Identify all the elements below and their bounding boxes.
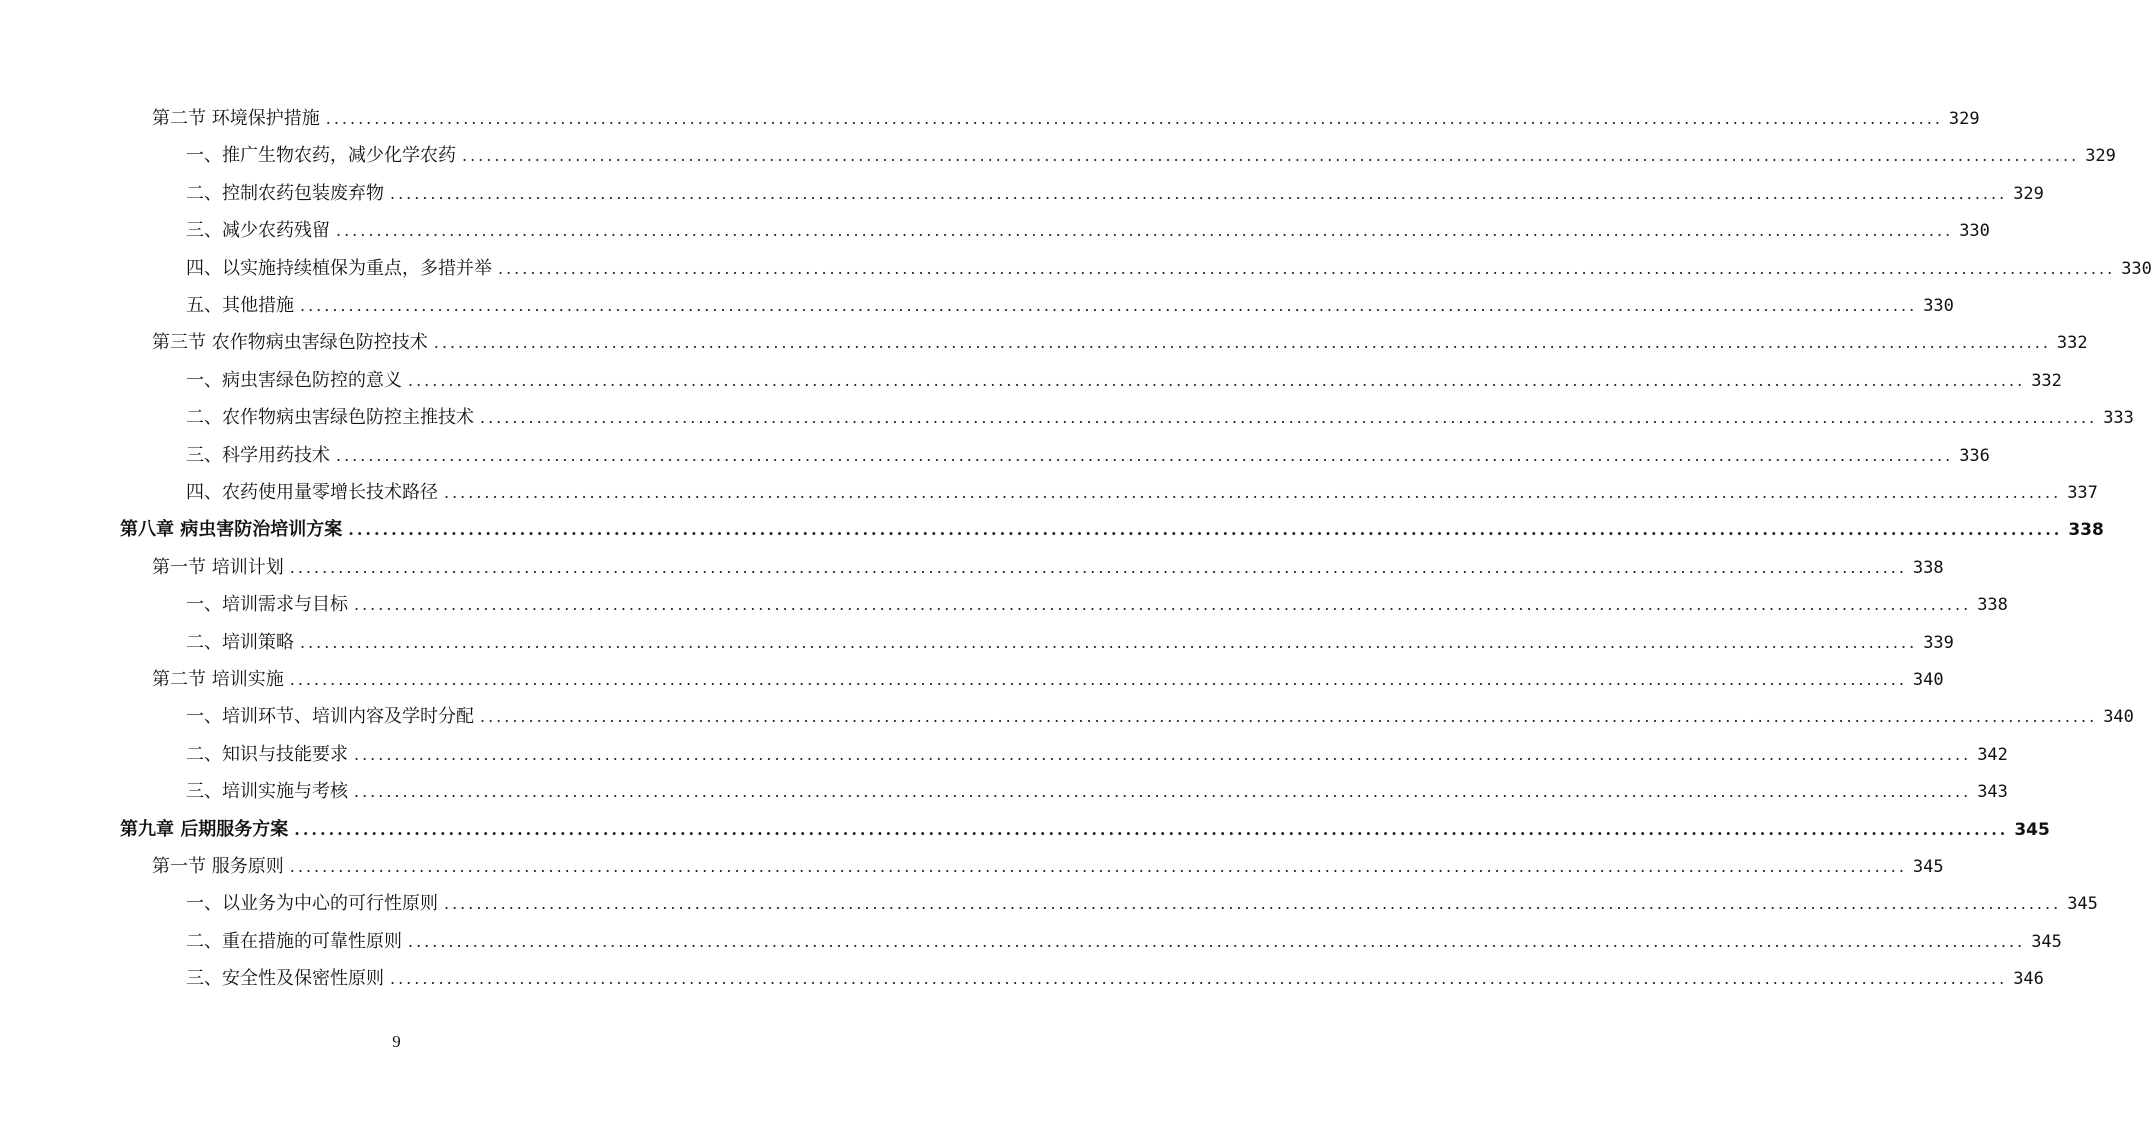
toc-entry-page-number: 345 [2014,819,2050,840]
toc-entry-page-number: 330 [2121,258,2152,279]
toc-section-entry[interactable] [152,324,2088,354]
dot-leader: ........................................................................................................................................................................................................ [289,557,1907,577]
toc-entry-page-number: 333 [2103,408,2134,429]
toc-entry-title: 二、知识与技能要求 [186,743,348,765]
toc-section-entry[interactable] [152,661,1944,691]
toc-item-entry[interactable] [186,885,2098,915]
dot-leader: ........................................................................................................................................................................................................ [336,445,1954,465]
toc-entry-title: 一、以业务为中心的可行性原则 [186,893,438,915]
toc-entry-title: 一、推广生物农药，减少化学农药 [186,145,456,167]
toc-entry-page-number: 340 [1912,670,1944,690]
toc-item-entry[interactable] [186,698,2134,728]
toc-entry-title: 第三节 农作物病虫害绿色防控技术 [152,332,428,354]
toc-entry-page-number: 342 [1977,744,2008,765]
toc-entry-page-number: 336 [1959,445,1990,466]
dot-leader: ........................................................................................................................................................................................................ [354,782,1972,802]
toc-chapter-entry[interactable] [120,811,2050,841]
dot-leader: ........................................................................................................................................................................................................ [348,520,2063,540]
toc-entry-page-number: 330 [1959,221,1990,242]
toc-item-entry[interactable] [186,586,2008,616]
dot-leader: ........................................................................................................................................................................................................ [336,221,1954,241]
toc-entry-title: 第二节 环境保护措施 [152,108,320,129]
dot-leader: ........................................................................................................................................................................................................ [444,894,2062,914]
dot-leader: ........................................................................................................................................................................................................ [498,258,2116,278]
toc-item-entry[interactable] [186,137,2116,167]
toc-section-entry[interactable] [152,100,1980,130]
toc-entry-page-number: 338 [1977,595,2008,616]
page-number: 9 [392,1032,401,1051]
toc-entry-title: 一、病虫害绿色防控的意义 [186,369,402,391]
toc-entry-title: 第一节 培训计划 [152,556,284,578]
toc-item-entry[interactable] [186,624,1954,654]
toc-entry-title: 五、其他措施 [186,295,294,316]
toc-entry-title: 一、培训需求与目标 [186,594,348,616]
toc-entry-page-number: 339 [1923,632,1954,653]
toc-entry-title: 二、农作物病虫害绿色防控主推技术 [186,407,474,429]
dot-leader: ........................................................................................................................................................................................................ [390,969,2008,989]
dot-leader: ........................................................................................................................................................................................................ [390,183,2008,203]
toc-entry-page-number: 329 [1948,109,1980,129]
toc-entry-title: 三、培训实施与考核 [186,781,348,803]
toc-entry-page-number: 343 [1977,782,2008,803]
toc-entry-page-number: 329 [2013,183,2044,204]
toc-item-entry[interactable] [186,362,2062,392]
toc-entry-title: 二、控制农药包装废弃物 [186,182,384,204]
toc-item-entry[interactable] [186,773,2008,803]
toc-entry-page-number: 338 [2068,520,2104,541]
toc-entry-title: 三、减少农药残留 [186,220,330,242]
toc-entry-title: 二、重在措施的可靠性原则 [186,930,402,952]
toc-chapter-entry[interactable] [120,511,2104,541]
dot-leader: ........................................................................................................................................................................................................ [408,931,2026,951]
dot-leader: ........................................................................................................................................................................................................ [433,333,2051,353]
toc-entry-page-number: 345 [2067,894,2098,915]
toc-entry-title: 第一节 服务原则 [152,856,284,877]
dot-leader: ........................................................................................................................................................................................................ [480,707,2098,727]
dot-leader: ........................................................................................................................................................................................................ [289,670,1907,689]
dot-leader: ........................................................................................................................................................................................................ [444,483,2062,502]
dot-leader: ........................................................................................................................................................................................................ [300,296,1918,315]
toc-item-entry[interactable] [186,923,2062,953]
dot-leader: ........................................................................................................................................................................................................ [462,146,2080,166]
toc-entry-title: 四、以实施持续植保为重点，多措并举 [186,257,492,279]
toc-entry-page-number: 345 [2031,931,2062,952]
toc-entry-page-number: 340 [2103,707,2134,728]
dot-leader: ........................................................................................................................................................................................................ [408,370,2026,390]
toc-item-entry[interactable] [186,736,2008,766]
toc-entry-title: 三、科学用药技术 [186,444,330,466]
toc-item-entry[interactable] [186,212,1990,242]
toc-entry-title: 二、培训策略 [186,631,294,653]
toc-item-entry[interactable] [186,474,2098,504]
dot-leader: ........................................................................................................................................................................................................ [300,632,1918,652]
toc-entry-page-number: 338 [1912,557,1944,578]
toc-entry-title: 第二节 培训实施 [152,669,284,690]
toc-entry-page-number: 332 [2031,370,2062,391]
toc-section-entry[interactable] [152,549,1944,579]
toc-entry-title: 第八章 病虫害防治培训方案 [120,519,343,541]
toc-entry-page-number: 337 [2067,483,2098,503]
toc-item-entry[interactable] [186,175,2044,205]
dot-leader: ........................................................................................................................................................................................................ [294,819,2009,839]
toc-entry-title: 第九章 后期服务方案 [120,818,289,840]
dot-leader: ........................................................................................................................................................................................................ [289,857,1907,876]
toc-entry-page-number: 329 [2085,146,2116,167]
toc-entry-title: 三、安全性及保密性原则 [186,968,384,990]
toc-entry-title: 一、培训环节、培训内容及学时分配 [186,706,474,728]
toc-entry-page-number: 346 [2013,969,2044,990]
dot-leader: ........................................................................................................................................................................................................ [354,595,1972,615]
toc-entry-page-number: 345 [1912,857,1944,877]
toc-item-entry[interactable] [186,399,2134,429]
dot-leader: ........................................................................................................................................................................................................ [480,408,2098,428]
dot-leader: ........................................................................................................................................................................................................ [325,109,1943,128]
toc-entry-page-number: 330 [1923,296,1954,316]
toc-item-entry[interactable] [186,960,2044,990]
toc-section-entry[interactable] [152,848,1944,878]
toc-item-entry[interactable] [186,250,2152,280]
toc-entry-title: 四、农药使用量零增长技术路径 [186,482,438,503]
toc-item-entry[interactable] [186,437,1990,467]
toc-item-entry[interactable] [186,287,1954,317]
toc-entry-page-number: 332 [2056,333,2088,354]
dot-leader: ........................................................................................................................................................................................................ [354,744,1972,764]
